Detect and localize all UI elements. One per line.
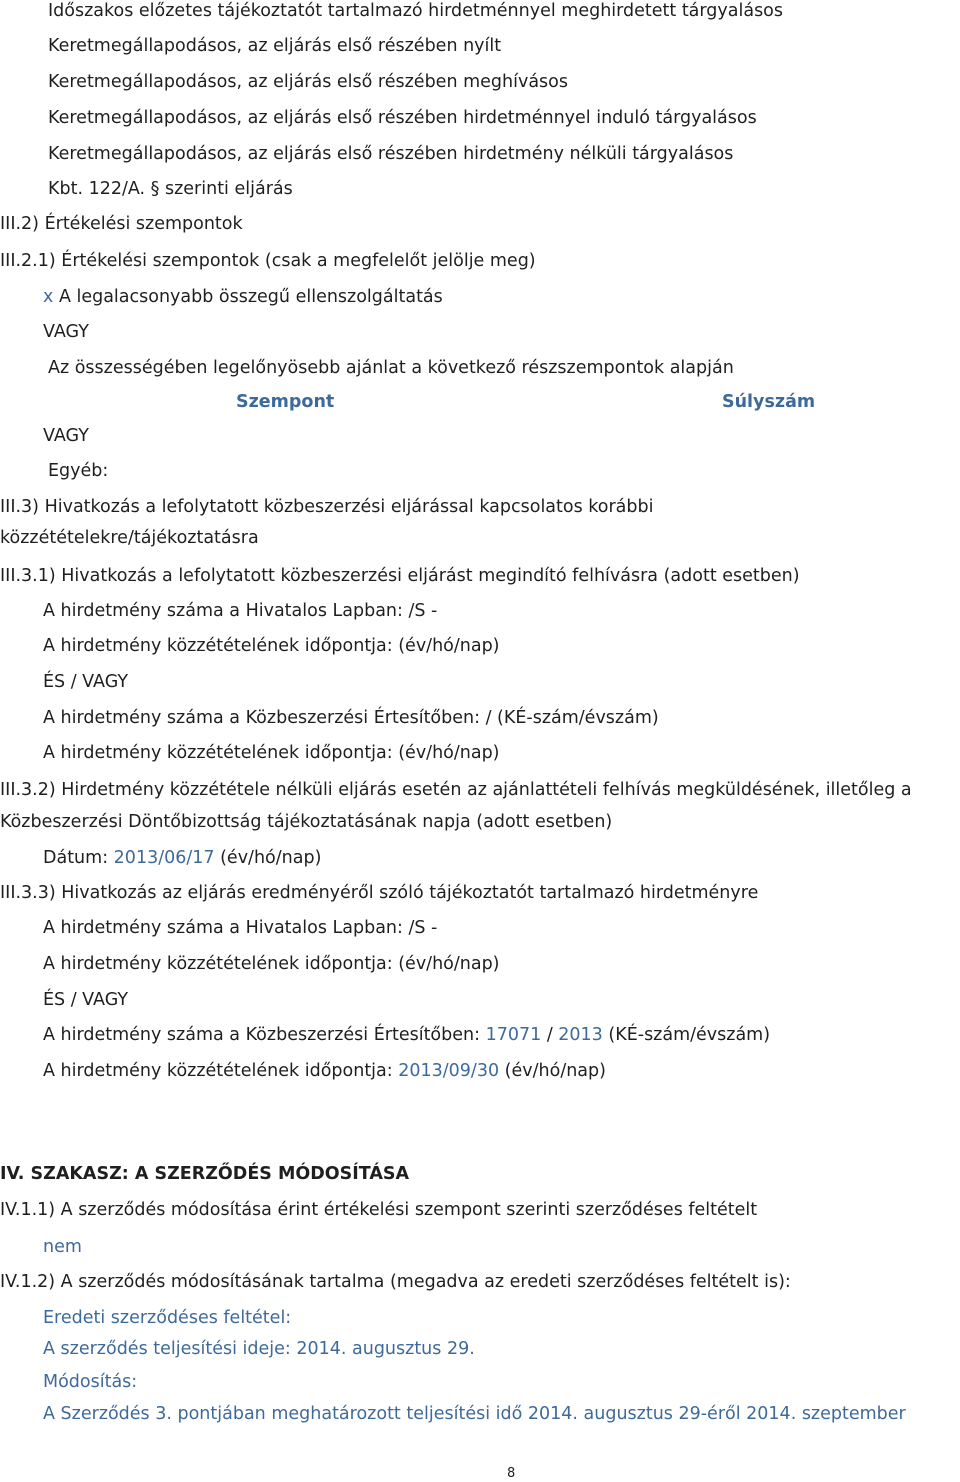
- subsection-heading-3-3-2-cont: Közbeszerzési Döntőbizottság tájékoztatásának napja (adott esetben): [0, 812, 613, 832]
- question-4-1-1: IV.1.1) A szerződés módosítása érint értékelési szempont szerinti szerződéses feltételt: [0, 1200, 758, 1220]
- section-heading-3-2: III.2) Értékelési szempontok: [0, 214, 243, 234]
- ke-year-value: 2013: [558, 1025, 603, 1045]
- ke-number-separator: /: [541, 1025, 559, 1045]
- modification-label: Módosítás:: [43, 1372, 138, 1392]
- ke-date-format: (év/hó/nap): [499, 1061, 606, 1081]
- date-format: (év/hó/nap): [214, 848, 322, 868]
- answer-4-1-1: nem: [43, 1237, 82, 1257]
- ke-number-label: A hirdetmény száma a Közbeszerzési Értesítőben:: [43, 1025, 486, 1045]
- and-or-separator: ÉS / VAGY: [43, 672, 129, 692]
- procedure-type-3: Keretmegállapodásos, az eljárás első részében meghívásos: [48, 72, 568, 92]
- original-condition-label: Eredeti szerződéses feltétel:: [43, 1308, 292, 1328]
- ke-number-value: 17071: [485, 1025, 542, 1045]
- ke-date-label: A hirdetmény közzétételének időpontja:: [43, 1061, 399, 1081]
- ke-number-format: (KÉ-szám/évszám): [602, 1025, 771, 1045]
- procedure-type-4: Keretmegállapodásos, az eljárás első részében hirdetménnyel induló tárgyalásos: [48, 108, 757, 128]
- selected-marker: x: [43, 287, 54, 307]
- ke-number: A hirdetmény száma a Közbeszerzési Értesítőben: / (KÉ-szám/évszám): [43, 708, 659, 728]
- section-title-4: IV. SZAKASZ: A SZERZŐDÉS MÓDOSÍTÁSA: [0, 1164, 410, 1184]
- subsection-heading-3-3-1: III.3.1) Hivatkozás a lefolytatott közbeszerzési eljárást megindító felhívásra (adott esetben): [0, 566, 800, 586]
- column-header-weight: Súlyszám: [722, 392, 816, 412]
- gazette-number: A hirdetmény száma a Hivatalos Lapban: /S -: [43, 601, 438, 621]
- procedure-type-5: Keretmegállapodásos, az eljárás első részében hirdetmény nélküli tárgyalásos: [48, 144, 734, 164]
- subsection-heading-3-3-2: III.3.2) Hirdetmény közzététele nélküli eljárás esetén az ajánlattételi felhívás megküldésének, illetőleg a: [0, 780, 912, 800]
- or-separator-2: VAGY: [43, 426, 89, 446]
- criterion-best-value: Az összességében legelőnyösebb ajánlat a következő részszempontok alapján: [48, 358, 734, 378]
- ke-publication-date: A hirdetmény közzétételének időpontja: (év/hó/nap): [43, 743, 500, 763]
- column-header-criterion: Szempont: [236, 392, 335, 412]
- section-heading-3-3: III.3) Hivatkozás a lefolytatott közbeszerzési eljárással kapcsolatos korábbi: [0, 497, 654, 517]
- procedure-type-2: Keretmegállapodásos, az eljárás első részében nyílt: [48, 36, 502, 56]
- result-and-or-separator: ÉS / VAGY: [43, 990, 129, 1010]
- modification-text: A Szerződés 3. pontjában meghatározott teljesítési idő 2014. augusztus 29-éről 2014. szeptember: [43, 1404, 906, 1424]
- original-condition-text: A szerződés teljesítési ideje: 2014. augusztus 29.: [43, 1339, 475, 1359]
- result-ke-date: [43, 1060, 606, 1082]
- date-value: 2013/06/17: [113, 848, 215, 868]
- result-publication-date: A hirdetmény közzétételének időpontja: (év/hó/nap): [43, 954, 500, 974]
- publication-date: A hirdetmény közzétételének időpontja: (év/hó/nap): [43, 636, 500, 656]
- or-separator-1: VAGY: [43, 322, 89, 342]
- result-ke-number: [43, 1024, 770, 1046]
- criterion-lowest-price: [43, 286, 443, 308]
- question-4-1-2: IV.1.2) A szerződés módosításának tartalma (megadva az eredeti szerződéses feltételt is):: [0, 1272, 791, 1292]
- ke-date-value: 2013/09/30: [398, 1061, 500, 1081]
- subsection-heading-3-2-1: III.2.1) Értékelési szempontok (csak a megfelelőt jelölje meg): [0, 251, 536, 271]
- procedure-type-6: Kbt. 122/A. § szerinti eljárás: [48, 179, 293, 199]
- lowest-price-label: A legalacsonyabb összegű ellenszolgáltatás: [58, 287, 443, 307]
- section-heading-3-3-cont: közzétételekre/tájékoztatásra: [0, 528, 259, 548]
- procedure-type-1: Időszakos előzetes tájékoztatót tartalmazó hirdetménnyel meghirdetett tárgyalásos: [48, 1, 784, 21]
- criterion-other: Egyéb:: [48, 461, 109, 481]
- subsection-heading-3-3-3: III.3.3) Hivatkozás az eljárás eredményéről szóló tájékoztatót tartalmazó hirdetményre: [0, 883, 759, 903]
- page-number: 8: [507, 1466, 516, 1481]
- notification-date: [43, 847, 321, 869]
- date-label: Dátum:: [43, 848, 114, 868]
- result-gazette-number: A hirdetmény száma a Hivatalos Lapban: /S -: [43, 918, 438, 938]
